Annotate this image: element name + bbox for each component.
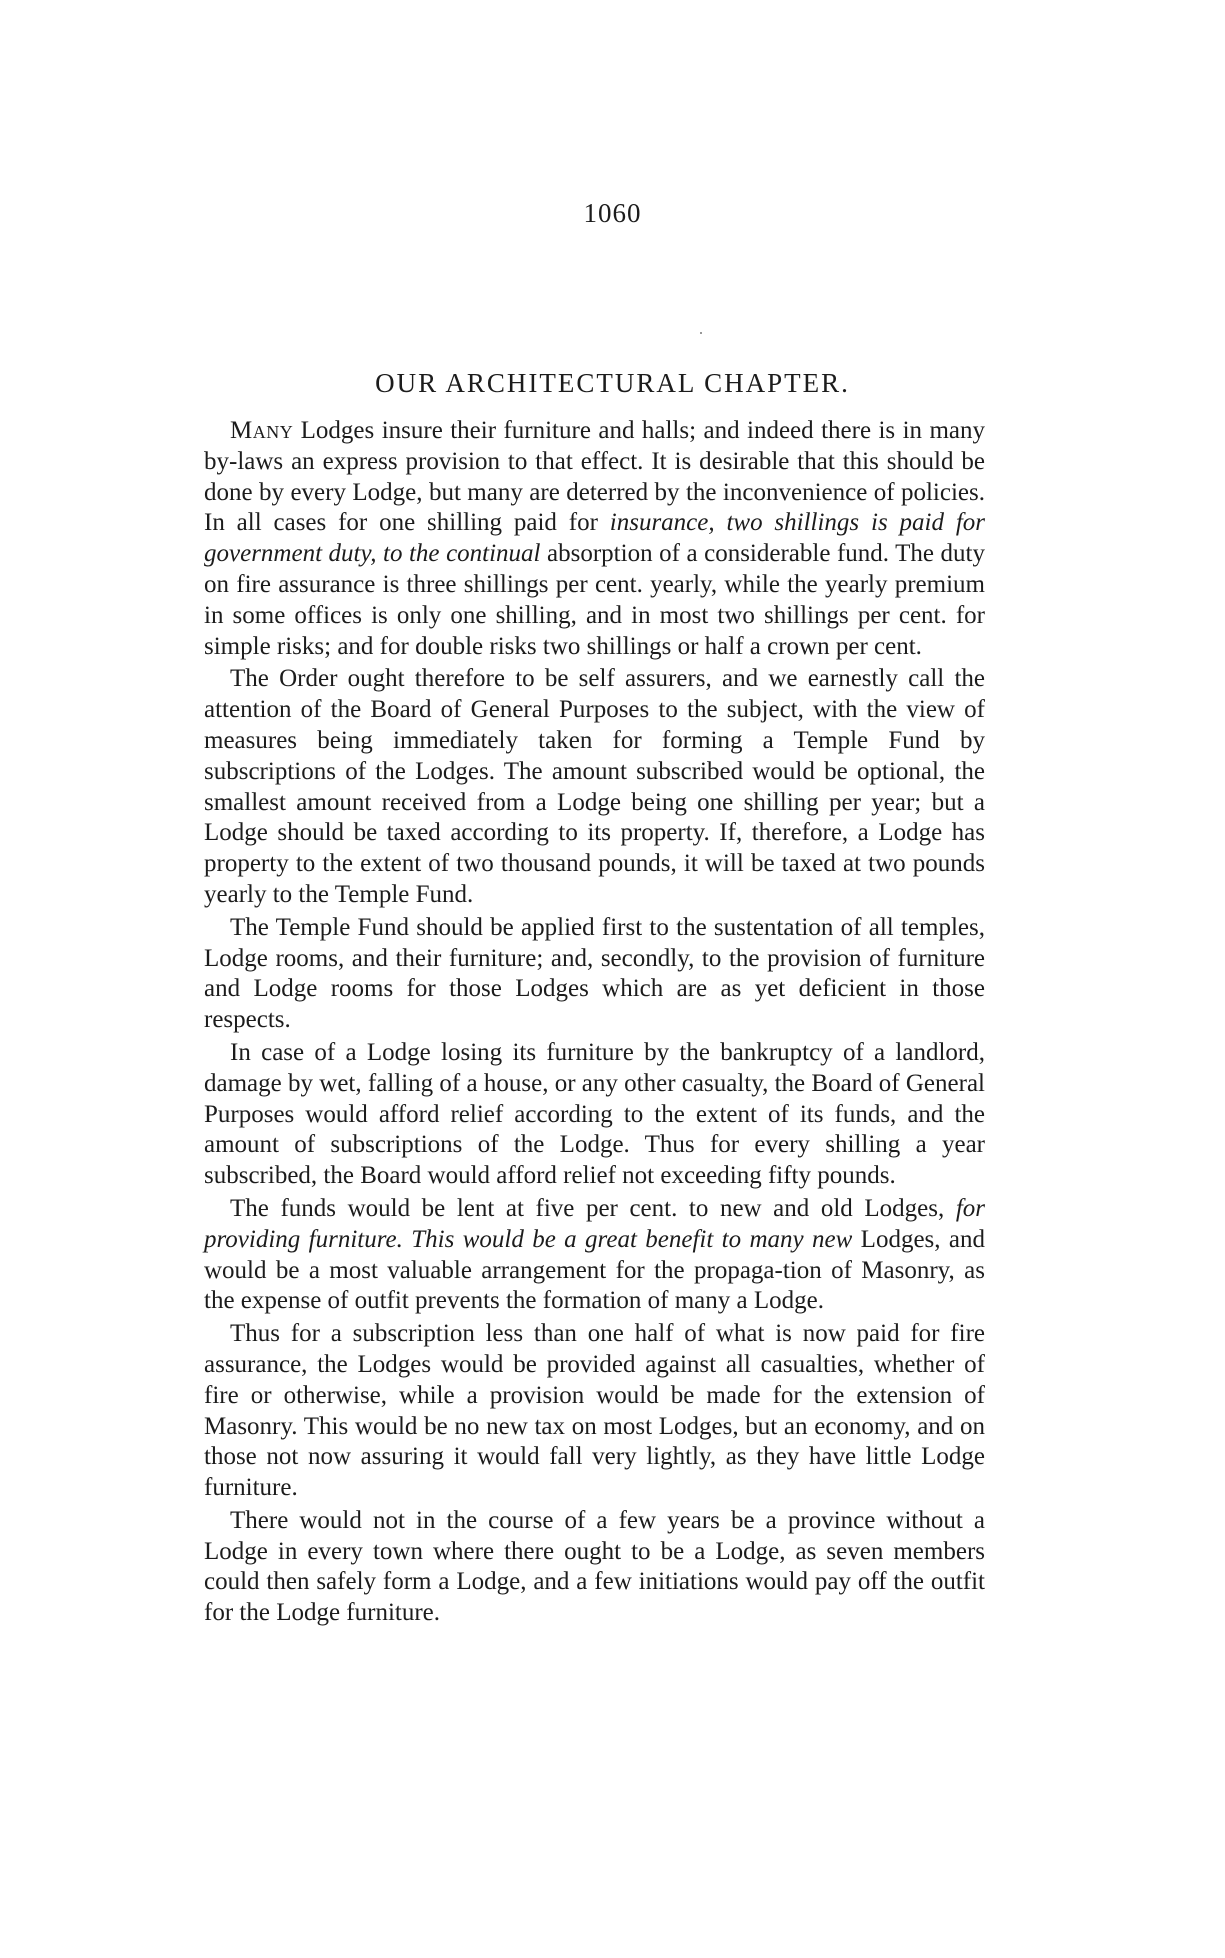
paragraph-6: Thus for a subscription less than one half of what is now paid for fire assurance, the Lodges would be provided against all casualties, whether of fire or otherwise, while a provision would be made for the extension of Masonry. This would be no new tax on most Lodges, but an economy, and on those not now assuring it would fall very lightly, as they have little Lodge furniture. (204, 1320, 985, 1502)
paragraph-1-italic: insurance, two shillings is paid for government duty, to the continual (204, 509, 985, 568)
paragraph-5-text: The funds would be lent at five per cent. to new and old Lodges, (230, 1194, 956, 1222)
page-number: 1060 (583, 198, 642, 228)
paragraph-5-text-after: Lodges, and would be a most valuable arrangement for the propaga-tion of Masonry, as the expense of outfit prevents the formation of many a Lodge. (204, 1225, 985, 1315)
paragraph-7: There would not in the course of a few years be a province without a Lodge in every town where there ought to be a Lodge, as seven members could then safely form a Lodge, and a few initiations would pay off the outfit for the Lodge furniture. (204, 1506, 985, 1627)
article-body (204, 416, 985, 1631)
paragraph-5-italic: for providing furniture. This would be a great benefit to many new (204, 1194, 985, 1253)
chapter-title: OUR ARCHITECTURAL CHAPTER. (375, 368, 850, 398)
print-speck (700, 332, 702, 334)
paragraph-2: The Order ought therefore to be self assurers, and we earnestly call the attention of the Board of General Purposes to the subject, with the view of measures being immediately taken for forming a Temple Fund by subscriptions of the Lodges. The amount subscribed would be optional, the smallest amount received from a Lodge being one shilling per year; but a Lodge should be taxed according to its property. If, therefore, a Lodge has property to the extent of two thousand pounds, it will be taxed at two pounds yearly to the Temple Fund. (204, 665, 985, 908)
paragraph-1 (204, 416, 985, 662)
paragraph-1-text: Lodges insure their furniture and halls; and indeed there is in many by-laws an express provision to that effect. It is desirable that this should be done by every Lodge, but many are deterred by the inconvenience of policies. In all cases for one shilling paid for (204, 417, 985, 537)
lead-word: Many (230, 417, 294, 444)
paragraph-5 (204, 1194, 985, 1317)
paragraph-3: The Temple Fund should be applied first to the sustentation of all temples, Lodge rooms, and their furniture; and, secondly, to the provision of furniture and Lodge rooms for those Lodges which are as yet deficient in those respects. (204, 913, 985, 1034)
paragraph-1-text-after: absorption of a considerable fund. The duty on fire assurance is three shillings per cent. yearly, while the yearly premium in some offices is only one shilling, and in most two shillings per cent. for simple risks; and for double risks two shillings or half a crown per cent. (204, 540, 985, 660)
paragraph-4: In case of a Lodge losing its furniture by the bankruptcy of a landlord, damage by wet, falling of a house, or any other casualty, the Board of General Purposes would afford relief according to the extent of its funds, and the amount of subscriptions of the Lodge. Thus for every shilling a year subscribed, the Board would afford relief not exceeding fifty pounds. (204, 1038, 985, 1190)
